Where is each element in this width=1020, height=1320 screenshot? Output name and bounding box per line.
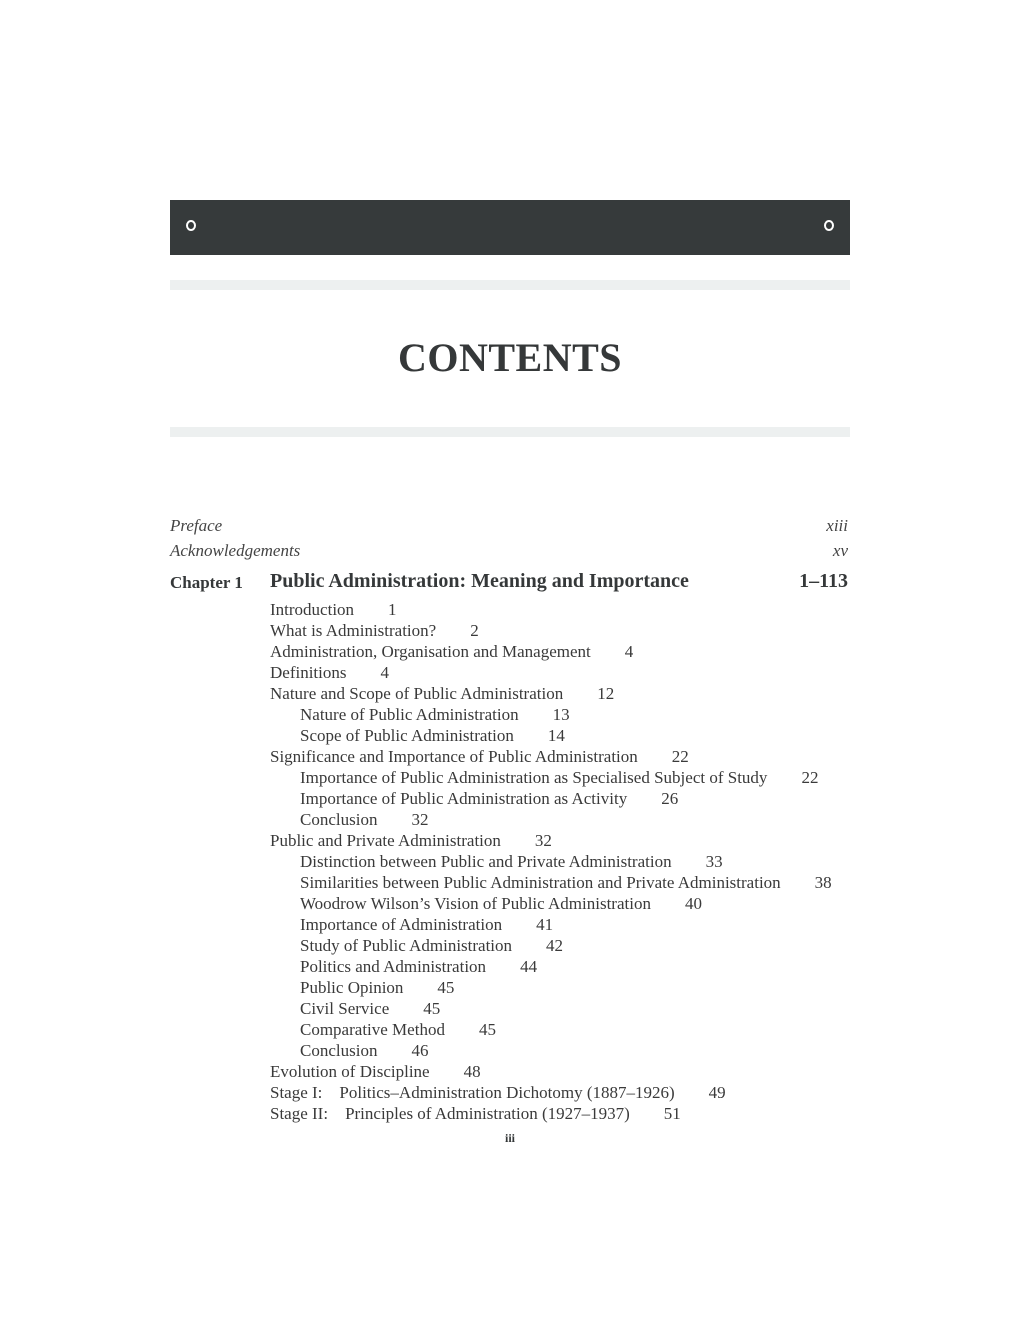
toc-entry[interactable] bbox=[270, 683, 850, 704]
entry-page: 22 bbox=[801, 768, 819, 787]
toc-entry[interactable] bbox=[270, 746, 850, 767]
toc-subentry[interactable] bbox=[270, 704, 850, 725]
entry-page: xv bbox=[832, 541, 848, 560]
entry-title: Introduction bbox=[270, 600, 355, 619]
entry-title: Scope of Public Administration bbox=[300, 726, 514, 745]
entry-page: 12 bbox=[597, 684, 615, 703]
toc-front-matter-acknowledgements[interactable] bbox=[170, 541, 850, 561]
toc-subentry[interactable] bbox=[270, 998, 850, 1019]
entry-title: Preface bbox=[170, 516, 223, 535]
entry-title: Distinction between Public and Private Administration bbox=[300, 852, 672, 871]
entry-page: 32 bbox=[534, 831, 552, 850]
toc-subentry[interactable] bbox=[270, 935, 850, 956]
top-rule bbox=[170, 280, 850, 290]
entry-title: Stage I: Politics–Administration Dichotomy (1887–1926) bbox=[270, 1083, 675, 1102]
entry-title: Significance and Importance of Public Administration bbox=[270, 747, 638, 766]
ring-icon bbox=[186, 220, 196, 231]
toc-subentry[interactable] bbox=[270, 893, 850, 914]
entry-title: Similarities between Public Administration and Private Administration bbox=[300, 873, 781, 892]
entry-title: Nature and Scope of Public Administration bbox=[270, 684, 564, 703]
entry-title: Conclusion bbox=[300, 1041, 378, 1060]
entry-page: 49 bbox=[708, 1083, 726, 1102]
entry-page: 44 bbox=[520, 957, 538, 976]
chapter-pages: 1–113 bbox=[799, 570, 848, 592]
entry-title: What is Administration? bbox=[270, 621, 437, 640]
entry-page: 42 bbox=[546, 936, 564, 955]
entry-page: 26 bbox=[661, 789, 679, 808]
entry-page: 40 bbox=[684, 894, 702, 913]
toc-subentry[interactable] bbox=[270, 956, 850, 977]
entry-title: Study of Public Administration bbox=[300, 936, 513, 955]
header-bar bbox=[170, 200, 850, 255]
entry-title: Conclusion bbox=[300, 810, 378, 829]
entry-page: 32 bbox=[411, 810, 429, 829]
entry-page: 33 bbox=[705, 852, 723, 871]
toc-entry[interactable] bbox=[270, 641, 850, 662]
entry-title: Importance of Public Administration as Activity bbox=[300, 789, 628, 808]
toc-entry[interactable] bbox=[270, 662, 850, 683]
toc-subentry[interactable] bbox=[270, 1019, 850, 1040]
entry-title: Definitions bbox=[270, 663, 347, 682]
toc-subentry[interactable] bbox=[270, 788, 850, 809]
entry-title: Acknowledgements bbox=[170, 541, 301, 560]
entry-page: 2 bbox=[470, 621, 479, 640]
toc-entry[interactable] bbox=[270, 1103, 850, 1124]
chapter-title: Public Administration: Meaning and Importance bbox=[270, 570, 689, 592]
toc-entry[interactable] bbox=[270, 830, 850, 851]
entry-title: Nature of Public Administration bbox=[300, 705, 519, 724]
entry-page: 45 bbox=[423, 999, 441, 1018]
entry-page: 13 bbox=[552, 705, 570, 724]
toc-entry[interactable] bbox=[270, 599, 850, 620]
toc-subentry[interactable] bbox=[270, 767, 850, 788]
toc-entry[interactable] bbox=[270, 1082, 850, 1103]
toc-subentry[interactable] bbox=[270, 1040, 850, 1061]
entry-title: Evolution of Discipline bbox=[270, 1062, 430, 1081]
toc-entry[interactable] bbox=[270, 620, 850, 641]
entry-page: 14 bbox=[547, 726, 565, 745]
entry-page: 41 bbox=[536, 915, 554, 934]
entry-title: Politics and Administration bbox=[300, 957, 487, 976]
entry-page: 45 bbox=[478, 1020, 496, 1039]
entry-page: 45 bbox=[437, 978, 455, 997]
toc-entry[interactable] bbox=[270, 1061, 850, 1082]
bottom-rule bbox=[170, 427, 850, 437]
entry-page: 46 bbox=[411, 1041, 429, 1060]
entry-title: Civil Service bbox=[300, 999, 390, 1018]
ring-icon bbox=[824, 220, 834, 231]
toc-subentry[interactable] bbox=[270, 914, 850, 935]
entry-page: 51 bbox=[663, 1104, 681, 1123]
entry-page: 22 bbox=[671, 747, 689, 766]
entry-page: xiii bbox=[826, 516, 848, 535]
entry-title: Comparative Method bbox=[300, 1020, 445, 1039]
page-title: CONTENTS bbox=[397, 335, 623, 380]
entry-title: Administration, Organisation and Management bbox=[270, 642, 591, 661]
chapter-label: Chapter 1 bbox=[170, 573, 243, 592]
entry-page: 4 bbox=[380, 663, 389, 682]
toc-list bbox=[270, 599, 850, 1124]
entry-title: Stage II: Principles of Administration (1927–1937) bbox=[270, 1104, 630, 1123]
entry-page: 38 bbox=[814, 873, 832, 892]
entry-page: 48 bbox=[463, 1062, 481, 1081]
toc-subentry[interactable] bbox=[270, 725, 850, 746]
toc-subentry[interactable] bbox=[270, 977, 850, 998]
entry-title: Woodrow Wilson’s Vision of Public Administration bbox=[300, 894, 651, 913]
toc-subentry[interactable] bbox=[270, 851, 850, 872]
entry-page: 4 bbox=[624, 642, 634, 661]
toc-subentry[interactable] bbox=[270, 872, 850, 893]
entry-title: Importance of Administration bbox=[300, 915, 503, 934]
entry-title: Public and Private Administration bbox=[270, 831, 501, 850]
toc-front-matter-preface[interactable] bbox=[170, 516, 850, 536]
entry-title: Importance of Public Administration as Specialised Subject of Study bbox=[300, 768, 768, 787]
toc-subentry[interactable] bbox=[270, 809, 850, 830]
entry-title: Public Opinion bbox=[300, 978, 404, 997]
page-number: iii bbox=[504, 1131, 515, 1145]
entry-page: 1 bbox=[388, 600, 397, 619]
